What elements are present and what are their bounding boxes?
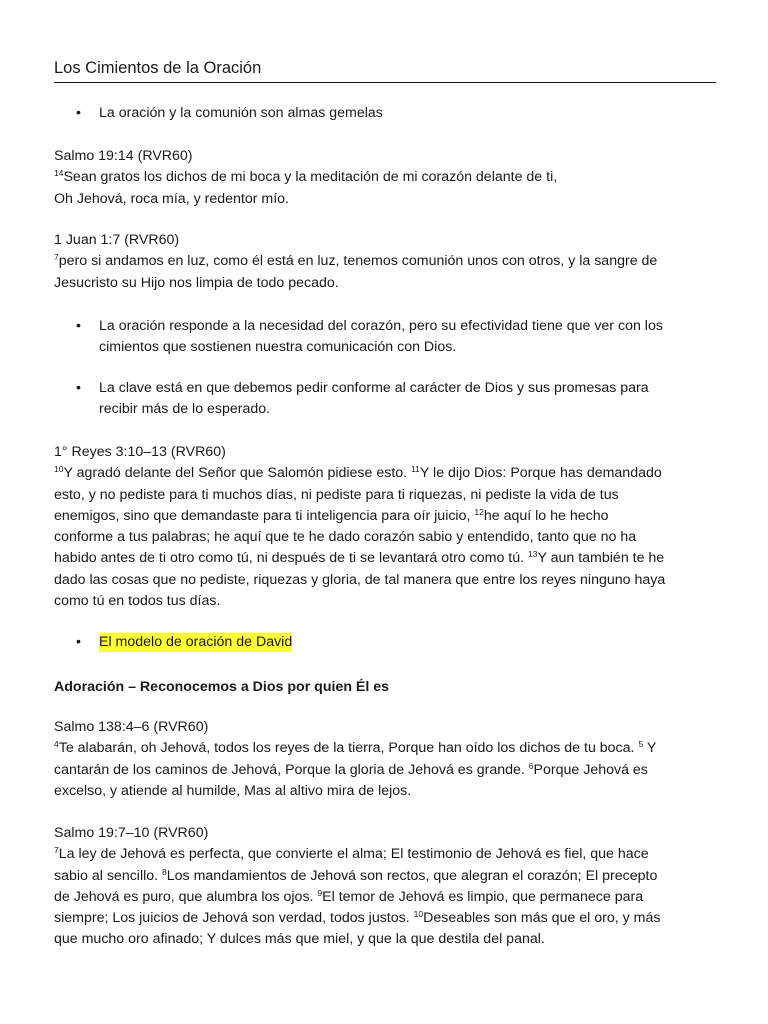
verse-number: 12 xyxy=(474,506,484,517)
bullet-text: cimientos que sostienen nuestra comunicación con Dios. xyxy=(99,339,457,356)
scripture-1-juan-1-7 xyxy=(54,230,720,294)
bullet-dot-icon: • xyxy=(76,380,81,396)
scripture-line: $^7$La ley de Jehová es perfecta, que convierte el alma; El testimonio de Jehová es fiel, que hace xyxy=(54,845,649,863)
scripture-line: excelso, y atiende al humilde, Mas al altivo mira de lejos. xyxy=(54,782,412,799)
highlighted-text: El modelo de oración de David xyxy=(99,634,293,650)
scripture-line: esto, y no pediste para ti muchos días, ni pediste para ti riquezas, ni pediste la vida de tus xyxy=(54,486,619,503)
scripture-line: siempre; Los juicios de Jehová son verdad, todos justos. $^{10}$Deseables son más que el oro, y más xyxy=(54,909,661,927)
scripture-line: Jesucristo su Hijo nos limpia de todo pecado. xyxy=(54,274,339,291)
scripture-line: $^7$pero si andamos en luz, como él está en luz, tenemos comunión unos con otros, y la sangre de xyxy=(54,252,658,270)
verse-number: 7 xyxy=(54,845,59,856)
bullet-text: La oración y la comunión son almas gemelas xyxy=(99,105,383,121)
bullet-modelo-david xyxy=(76,632,739,653)
scripture-reference: Salmo 19:7–10 (RVR60) xyxy=(54,825,209,841)
verse-number: 7 xyxy=(54,252,59,263)
bullet-almas-gemelas xyxy=(76,103,739,124)
scripture-reference: Salmo 19:14 (RVR60) xyxy=(54,148,193,164)
scripture-line: dado las cosas que no pediste, riquezas y gloria, de tal manera que entre los reyes ninguno haya xyxy=(54,571,666,588)
scripture-salmo-19-7-10 xyxy=(54,823,720,951)
bullet-dot-icon: • xyxy=(76,105,81,121)
verse-number: 11 xyxy=(411,464,420,475)
scripture-salmo-19-14 xyxy=(54,146,720,210)
scripture-reference: 1° Reyes 3:10–13 (RVR60) xyxy=(54,444,226,460)
verse-number: 10 xyxy=(413,909,424,920)
bullet-necesidad-corazon xyxy=(76,316,739,359)
scripture-line: $^{10}$Y agradó delante del Señor que Salomón pidiese esto. $^{11}$Y le dijo Dios: Porque has demandado xyxy=(54,464,662,482)
scripture-salmo-138-4-6 xyxy=(54,717,720,802)
verse-number: 4 xyxy=(54,739,59,750)
scripture-line: sabio al sencillo. $^8$Los mandamientos de Jehová son rectos, que alegran el corazón; El precepto xyxy=(54,866,658,884)
scripture-line: conforme a tus palabras; he aquí que te he dado corazón sabio y entendido, tanto que no ha xyxy=(54,529,637,546)
scripture-line: $^4$Te alabarán, oh Jehová, todos los reyes de la tierra, Porque han oído los dichos de tu boca. $^5$ Y xyxy=(54,739,657,757)
scripture-line: enemigos, sino que demandaste para ti inteligencia para oír juicio, $^{12}$he aquí lo he hecho xyxy=(54,506,609,524)
verse-number: 13 xyxy=(528,549,538,560)
bullet-text: La oración responde a la necesidad del corazón, pero su efectividad tiene que ver con los xyxy=(99,318,663,334)
verse-number: 5 xyxy=(638,739,644,750)
bullet-text: La clave está en que debemos pedir conforme al carácter de Dios y sus promesas para xyxy=(99,380,649,396)
verse-number: 6 xyxy=(528,760,534,771)
bullet-dot-icon: • xyxy=(76,318,81,334)
scripture-line: que mucho oro afinado; Y dulces más que miel, y que la que destila del panal. xyxy=(54,931,545,948)
section-heading-adoracion: Adoración – Reconocemos a Dios por quien Él es xyxy=(54,679,390,695)
page-title: Los Cimientos de la Oración xyxy=(54,56,716,83)
scripture-line: de Jehová es puro, que alumbra los ojos. $^9$El temor de Jehová es limpio, que permanece para xyxy=(54,887,644,905)
scripture-line: Oh Jehová, roca mía, y redentor mío. xyxy=(54,190,289,207)
scripture-line: como tú en todos tus días. xyxy=(54,593,221,610)
bullet-clave xyxy=(76,378,739,421)
verse-number: 10 xyxy=(54,464,64,475)
verse-number: 8 xyxy=(162,866,167,877)
verse-number: 9 xyxy=(317,887,323,898)
bullet-text: recibir más de lo esperado. xyxy=(99,401,271,418)
scripture-line: $^{14}$Sean gratos los dichos de mi boca y la meditación de mi corazón delante de ti, xyxy=(54,168,558,186)
scripture-1-reyes-3-10-13 xyxy=(54,442,720,612)
bullet-dot-icon: • xyxy=(76,634,81,650)
scripture-line: habido antes de ti otro como tú, ni después de ti se levantará otro como tú. $^{13}$Y aun también te he xyxy=(54,549,665,567)
scripture-line: cantarán de los caminos de Jehová, Porque la gloria de Jehová es grande. $^6$Porque Jehová es xyxy=(54,760,648,778)
scripture-reference: 1 Juan 1:7 (RVR60) xyxy=(54,232,180,248)
scripture-reference: Salmo 138:4–6 (RVR60) xyxy=(54,719,209,735)
verse-number: 14 xyxy=(54,168,64,179)
